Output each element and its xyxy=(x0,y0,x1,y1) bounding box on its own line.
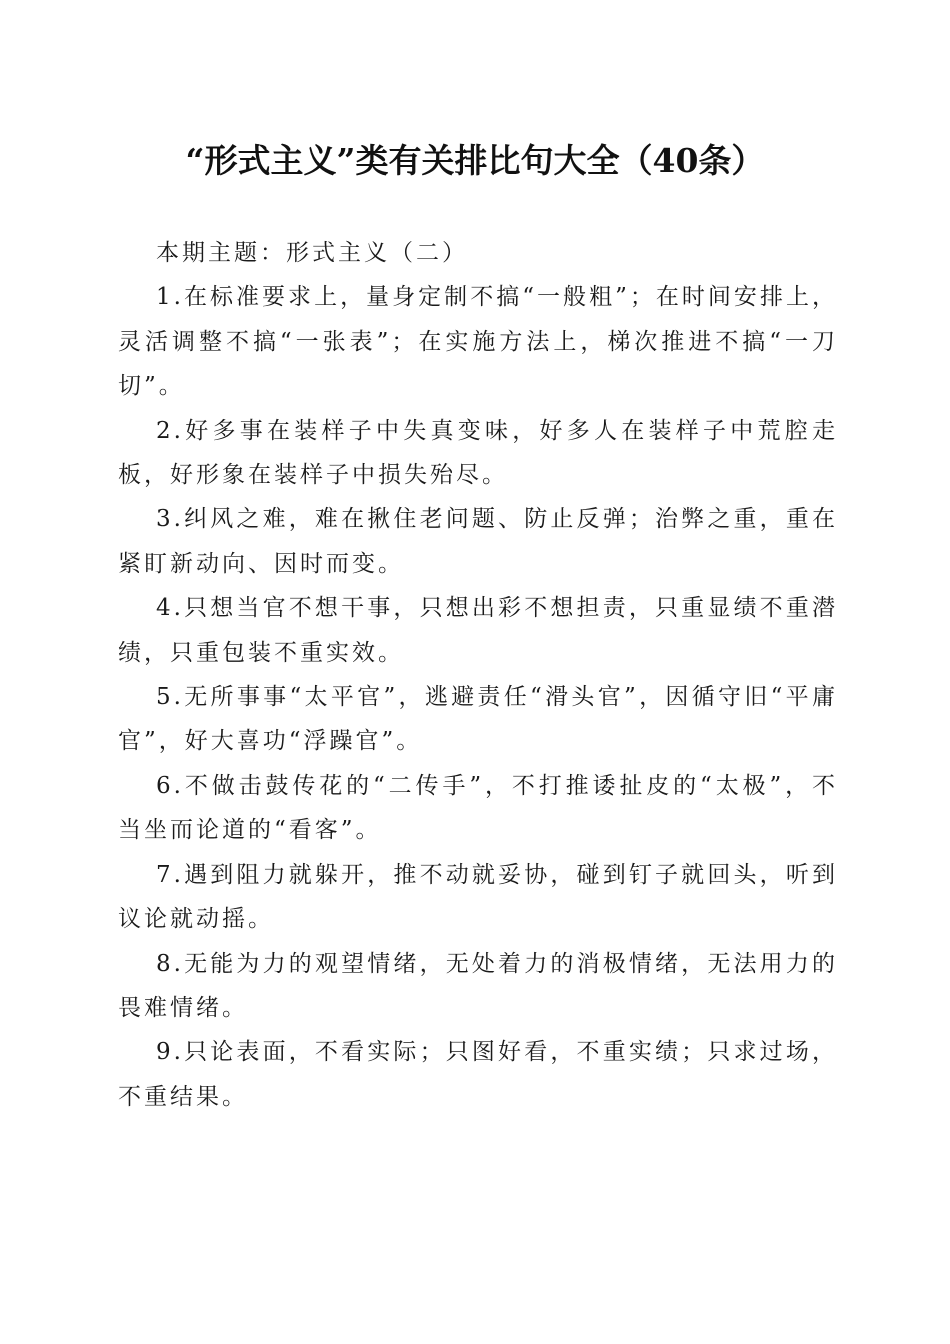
paragraph-8: 8.无能为力的观望情绪，无处着力的消极情绪，无法用力的畏难情绪。 xyxy=(118,950,838,1021)
paragraph-6: 6.不做击鼓传花的“二传手”，不打推诿扯皮的“太极”，不当坐而论道的“看客”。 xyxy=(118,772,838,844)
document-body xyxy=(118,231,838,1119)
paragraph-1: 1.在标准要求上，量身定制不搞“一般粗”；在时间安排上，灵活调整不搞“一张表”；在实施方法上，梯次推进不搞“一刀切”。 xyxy=(118,284,838,400)
topic-line: 本期主题：形式主义（二） xyxy=(156,240,468,266)
paragraph-3: 3.纠风之难，难在揪住老问题、防止反弹；治弊之重，重在紧盯新动向、因时而变。 xyxy=(118,506,838,577)
paragraph-7: 7.遇到阻力就躲开，推不动就妥协，碰到钉子就回头，听到议论就动摇。 xyxy=(118,861,838,933)
paragraph-4: 4.只想当官不想干事，只想出彩不想担责，只重显绩不重潜绩，只重包装不重实效。 xyxy=(118,595,838,666)
paragraph-9: 9.只论表面，不看实际；只图好看，不重实绩；只求过场，不重结果。 xyxy=(118,1039,838,1110)
paragraph-5: 5.无所事事“太平官”，逃避责任“滑头官”，因循守旧“平庸官”，好大喜功“浮躁官”。 xyxy=(118,684,838,755)
paragraph-2: 2.好多事在装样子中失真变味，好多人在装样子中荒腔走板，好形象在装样子中损失殆尽。 xyxy=(118,417,838,489)
document-title: “形式主义”类有关排比句大全（40条） xyxy=(185,141,765,180)
